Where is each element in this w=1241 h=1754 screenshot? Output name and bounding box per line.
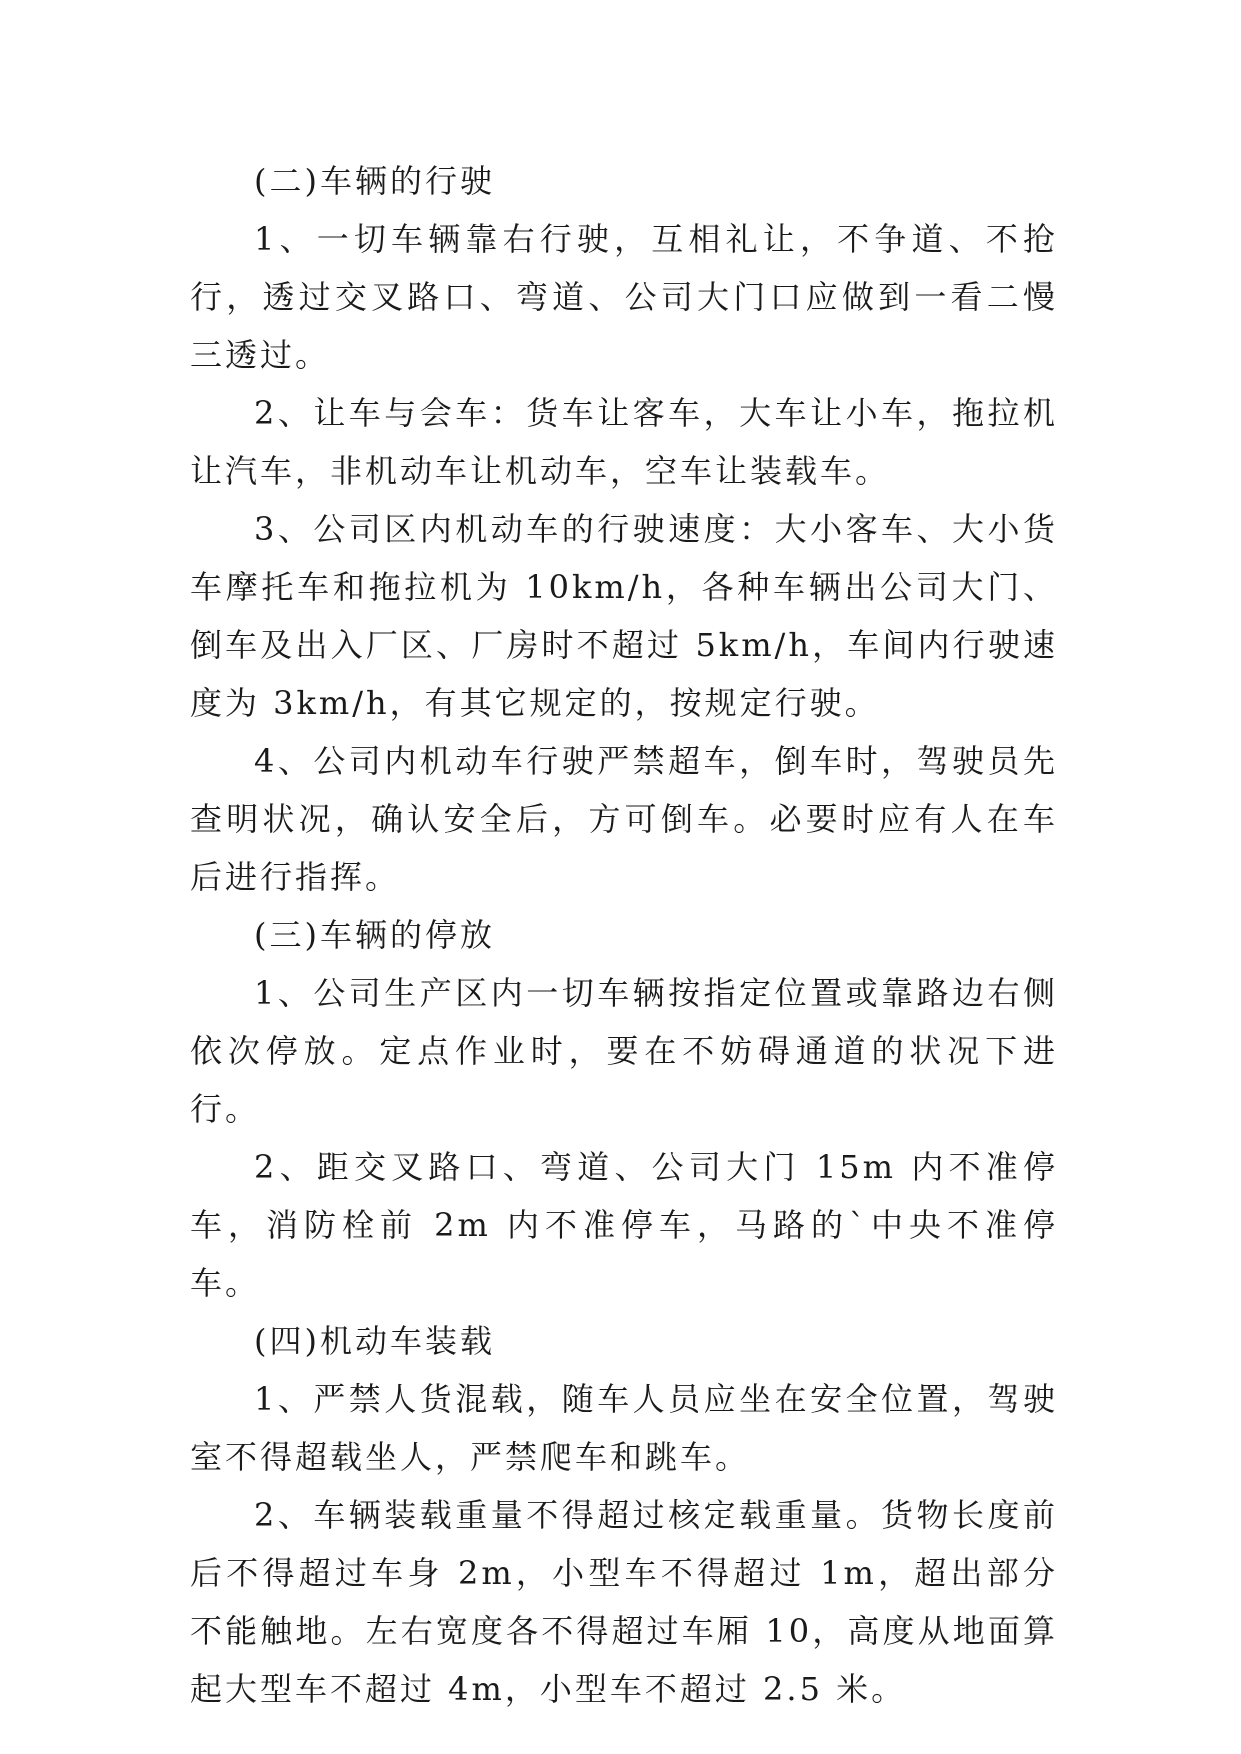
paragraph-driving-rule-2: 2、让车与会车：货车让客车，大车让小车，拖拉机让汽车，非机动车让机动车，空车让装载车。: [190, 394, 1058, 490]
section-heading-vehicle-driving: (二)车辆的行驶: [254, 162, 495, 200]
section-heading-vehicle-parking: (三)车辆的停放: [254, 916, 495, 954]
section-heading-vehicle-loading: (四)机动车装载: [254, 1322, 495, 1360]
paragraph-driving-rule-3: 3、公司区内机动车的行驶速度：大小客车、大小货车摩托车和拖拉机为 10km/h，各种车辆出公司大门、倒车及出入厂区、厂房时不超过 5km/h，车间内行驶速度为 3km/h，有其它规定的，按规定行驶。: [190, 510, 1058, 722]
paragraph-parking-rule-1: 1、公司生产区内一切车辆按指定位置或靠路边右侧依次停放。定点作业时，要在不妨碍通道的状况下进行。: [190, 974, 1058, 1128]
document-body: [190, 152, 1058, 1718]
paragraph-loading-rule-2: 2、车辆装载重量不得超过核定载重量。货物长度前后不得超过车身 2m，小型车不得超过 1m，超出部分不能触地。左右宽度各不得超过车厢 10，高度从地面算起大型车不超过 4m，小型车不超过 2.5 米。: [190, 1496, 1058, 1708]
paragraph-driving-rule-4: 4、公司内机动车行驶严禁超车，倒车时，驾驶员先查明状况，确认安全后，方可倒车。必要时应有人在车后进行指挥。: [190, 742, 1058, 896]
paragraph-parking-rule-2: 2、距交叉路口、弯道、公司大门 15m 内不准停车，消防栓前 2m 内不准停车，马路的`中央不准停车。: [190, 1148, 1058, 1302]
paragraph-loading-rule-1: 1、严禁人货混载，随车人员应坐在安全位置，驾驶室不得超载坐人，严禁爬车和跳车。: [190, 1380, 1058, 1476]
paragraph-driving-rule-1: 1、一切车辆靠右行驶，互相礼让，不争道、不抢行，透过交叉路口、弯道、公司大门口应做到一看二慢三透过。: [190, 220, 1058, 374]
